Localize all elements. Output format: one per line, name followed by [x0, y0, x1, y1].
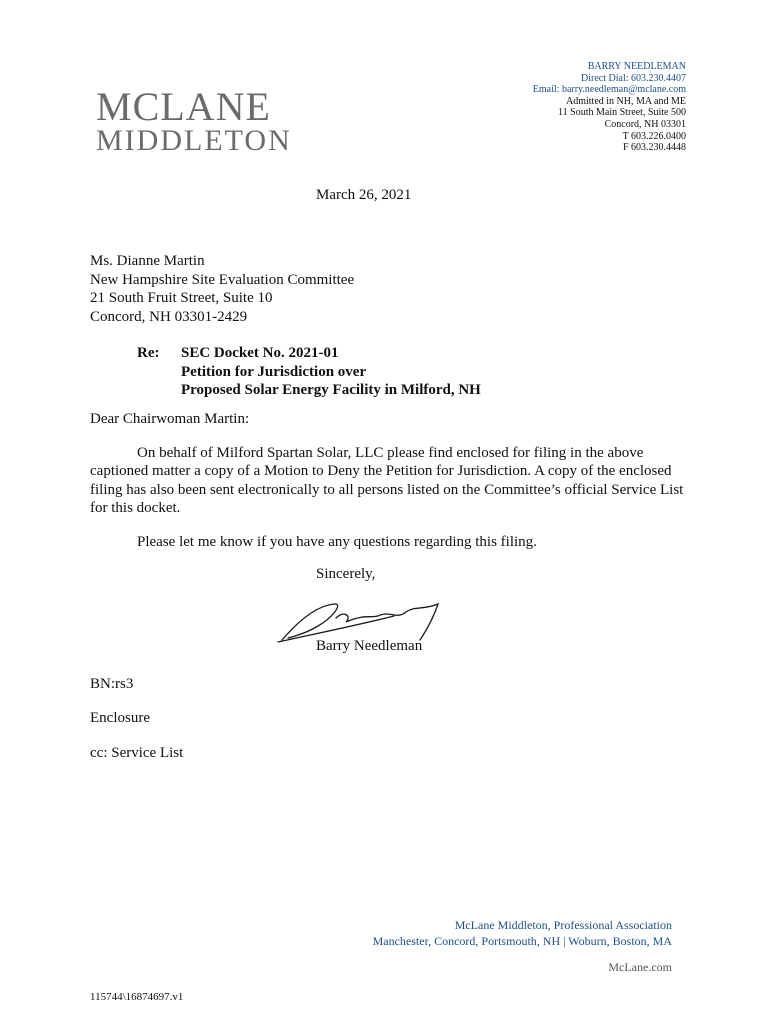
closing: Sincerely,	[316, 566, 376, 582]
subject-line-2: Petition for Jurisdiction over	[181, 363, 367, 380]
salutation: Dear Chairwoman Martin:	[90, 411, 250, 427]
paragraph-1: On behalf of Milford Spartan Solar, LLC please find enclosed for filing in the above captioned matter a copy of a Motion to Deny the Petition for Jurisdiction. A copy of the enclosed filing has also been sent electronically to all persons listed on the Committee’s official Service List for this docket.	[90, 444, 684, 516]
recipient-city: Concord, NH 03301-2429	[90, 308, 248, 325]
subject-line-1: SEC Docket No. 2021-01	[181, 345, 339, 361]
logo-line-1: MCLANE	[96, 84, 271, 129]
sender-address-2: Concord, NH 03301	[604, 118, 686, 130]
recipient-org: New Hampshire Site Evaluation Committee	[90, 271, 355, 288]
firm-logo	[96, 84, 292, 157]
sender-name: BARRY NEEDLEMAN	[587, 61, 686, 72]
initials: BN:rs3	[90, 676, 134, 692]
recipient-address	[90, 252, 354, 326]
signatory-name: Barry Needleman	[316, 638, 423, 654]
firm-website[interactable]: McLane.com	[608, 960, 672, 974]
letter-date: March 26, 2021	[316, 187, 412, 203]
recipient-street: 21 South Fruit Street, Suite 10	[90, 290, 273, 306]
subject-line-3: Proposed Solar Energy Facility in Milford, NH	[181, 382, 481, 398]
document-id: 115744\16874697.v1	[90, 991, 184, 1003]
sender-direct-dial: Direct Dial: 603.230.4407	[581, 72, 686, 84]
subject-line	[137, 344, 481, 400]
sender-fax: F 603.230.4448	[622, 142, 686, 154]
logo-line-2: MIDDLETON	[96, 124, 292, 157]
subject-label: Re:	[137, 345, 160, 361]
firm-footer	[373, 918, 672, 949]
cc-line: cc: Service List	[90, 745, 184, 761]
sender-address-1: 11 South Main Street, Suite 500	[558, 107, 686, 119]
recipient-name: Ms. Dianne Martin	[90, 253, 205, 269]
sender-admitted: Admitted in NH, MA and ME	[566, 95, 686, 107]
letter-body	[90, 410, 690, 551]
enclosure: Enclosure	[90, 710, 150, 726]
paragraph-2: Please let me know if you have any questions regarding this filing.	[137, 533, 537, 550]
sender-block	[533, 61, 686, 154]
sender-email[interactable]: Email: barry.needleman@mclane.com	[532, 84, 686, 96]
firm-name: McLane Middleton, Professional Association	[454, 918, 672, 932]
firm-offices: Manchester, Concord, Portsmouth, NH | Woburn, Boston, MA	[372, 933, 672, 948]
sender-phone: T 603.226.0400	[622, 130, 686, 142]
